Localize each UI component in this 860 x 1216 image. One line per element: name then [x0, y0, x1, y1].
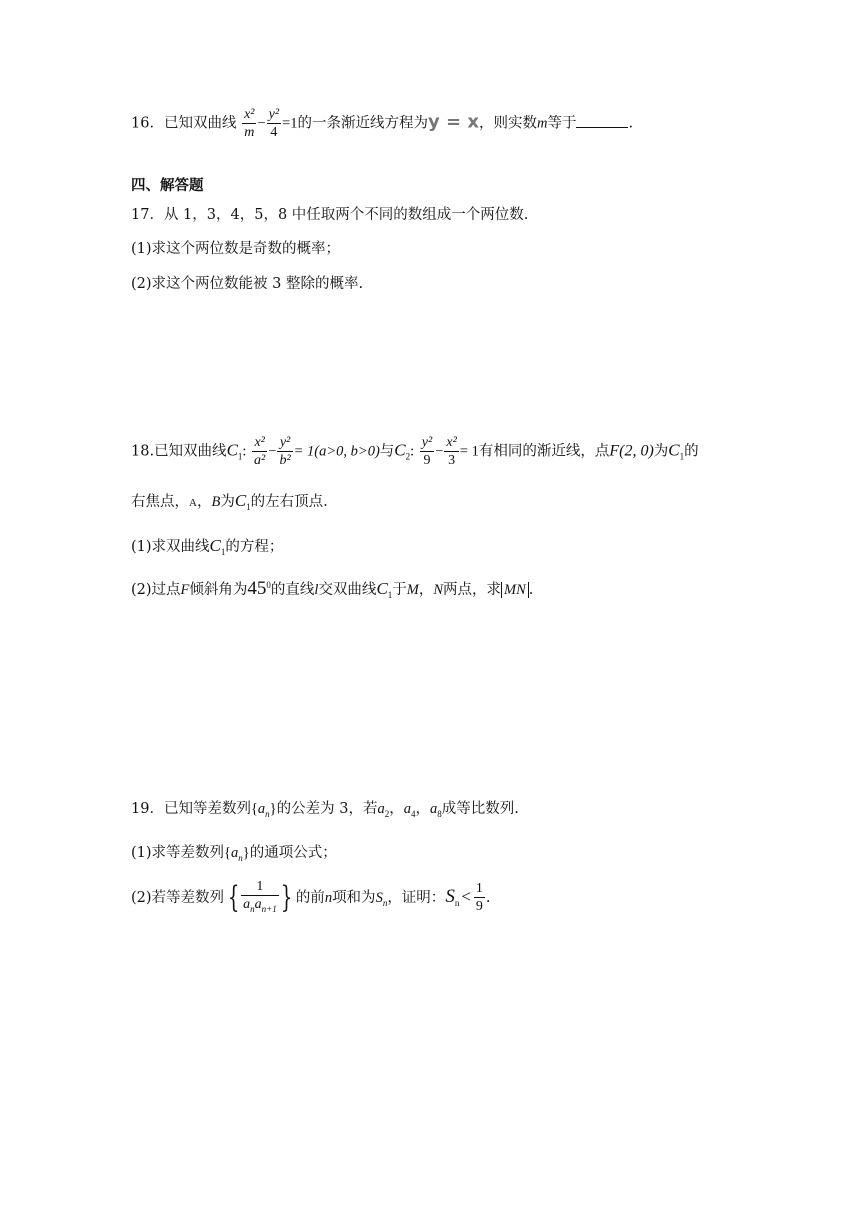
- q19-fraction-1-over-anan1: $\frac{1}{a_na_{n+1}}$: [243, 879, 277, 914]
- right-brace: }: [269, 801, 277, 817]
- q16-text-pre: 已知双曲线: [163, 115, 237, 132]
- section-heading-answers: 四、解答题: [131, 178, 204, 194]
- question-18-line1: 18.已知双曲线$C_1$: $\frac{\text{x²}}{\text{a²}}$ − $\frac{\text{y²}}{\text{b²}}$ = 1(a>0, b>0)与$C_2$: $\frac{\text{y²}}{9}$ − $\frac{\text{x²}}{3}$ = 1有相同的渐近线，点F(2, 0)为$C_1$的: [131, 435, 699, 468]
- q18-fraction-y2-9: $\frac{\text{y²}}{9}$: [421, 435, 433, 468]
- answer-blank: [576, 115, 628, 128]
- left-brace-large: {: [227, 879, 240, 915]
- q18-fraction-x2-a2: $\frac{\text{x²}}{\text{a²}}$: [254, 435, 266, 468]
- q19-fraction-1-over-9: $\frac{1}{9}$: [475, 881, 483, 915]
- question-17-stem: 17．从 1，3，4，5，8 中任取两个不同的数组成一个两位数.: [131, 207, 529, 223]
- question-17-part1: (1)求这个两位数是奇数的概率；: [131, 241, 341, 257]
- question-19-stem: 19．已知等差数列$\{a_n\}$的公差为 3，若$a_2$，$a_4$，$a_8$成等比数列.: [131, 801, 519, 819]
- question-18-line2: 右焦点，A，B为$C_1$的左右顶点.: [131, 491, 328, 512]
- q16-number: 16．: [131, 115, 164, 132]
- right-brace-large: }: [280, 879, 292, 915]
- q16-asymptote-eq: y = x: [428, 111, 479, 133]
- abs-MN: MN: [501, 582, 529, 598]
- question-18-part1: (1)求双曲线$C_1$的方程；: [131, 536, 284, 557]
- left-brace: {: [224, 845, 232, 861]
- right-brace: }: [242, 845, 250, 861]
- q18-fraction-x2-3: $\frac{\text{x²}}{3}$: [446, 435, 457, 468]
- question-17-part2: (2)求这个两位数能被 3 整除的概率.: [131, 276, 364, 292]
- left-brace: {: [250, 801, 258, 817]
- question-18-part2: (2)过点F倾斜角为$45^0$的直线l交双曲线$C_1$于M，N两点，求 MN .: [131, 578, 534, 600]
- question-19-part1: (1)求等差数列$\{a_n\}$的通项公式；: [131, 845, 337, 863]
- q16-fraction-x2-over-m: $\frac{\text{x²}}{m}$: [244, 107, 255, 140]
- q18-fraction-y2-b2: $\frac{\text{y²}}{\text{b²}}$: [279, 435, 291, 468]
- question-19-part2: (2)若等差数列 { $\frac{1}{a_na_{n+1}}$ } 的前n项和为$S_n$，证明：$S_n$ < $\frac{1}{9}$ .: [131, 878, 491, 918]
- question-16: 16．已知双曲线 $\frac{\text{x²}}{m}$ − $\frac{\text{y²}}{4}$ =1的一条渐近线方程为y = x，则实数m等于 .: [131, 107, 634, 140]
- q16-fraction-y2-over-4: $\frac{\text{y²}}{4}$: [268, 107, 280, 140]
